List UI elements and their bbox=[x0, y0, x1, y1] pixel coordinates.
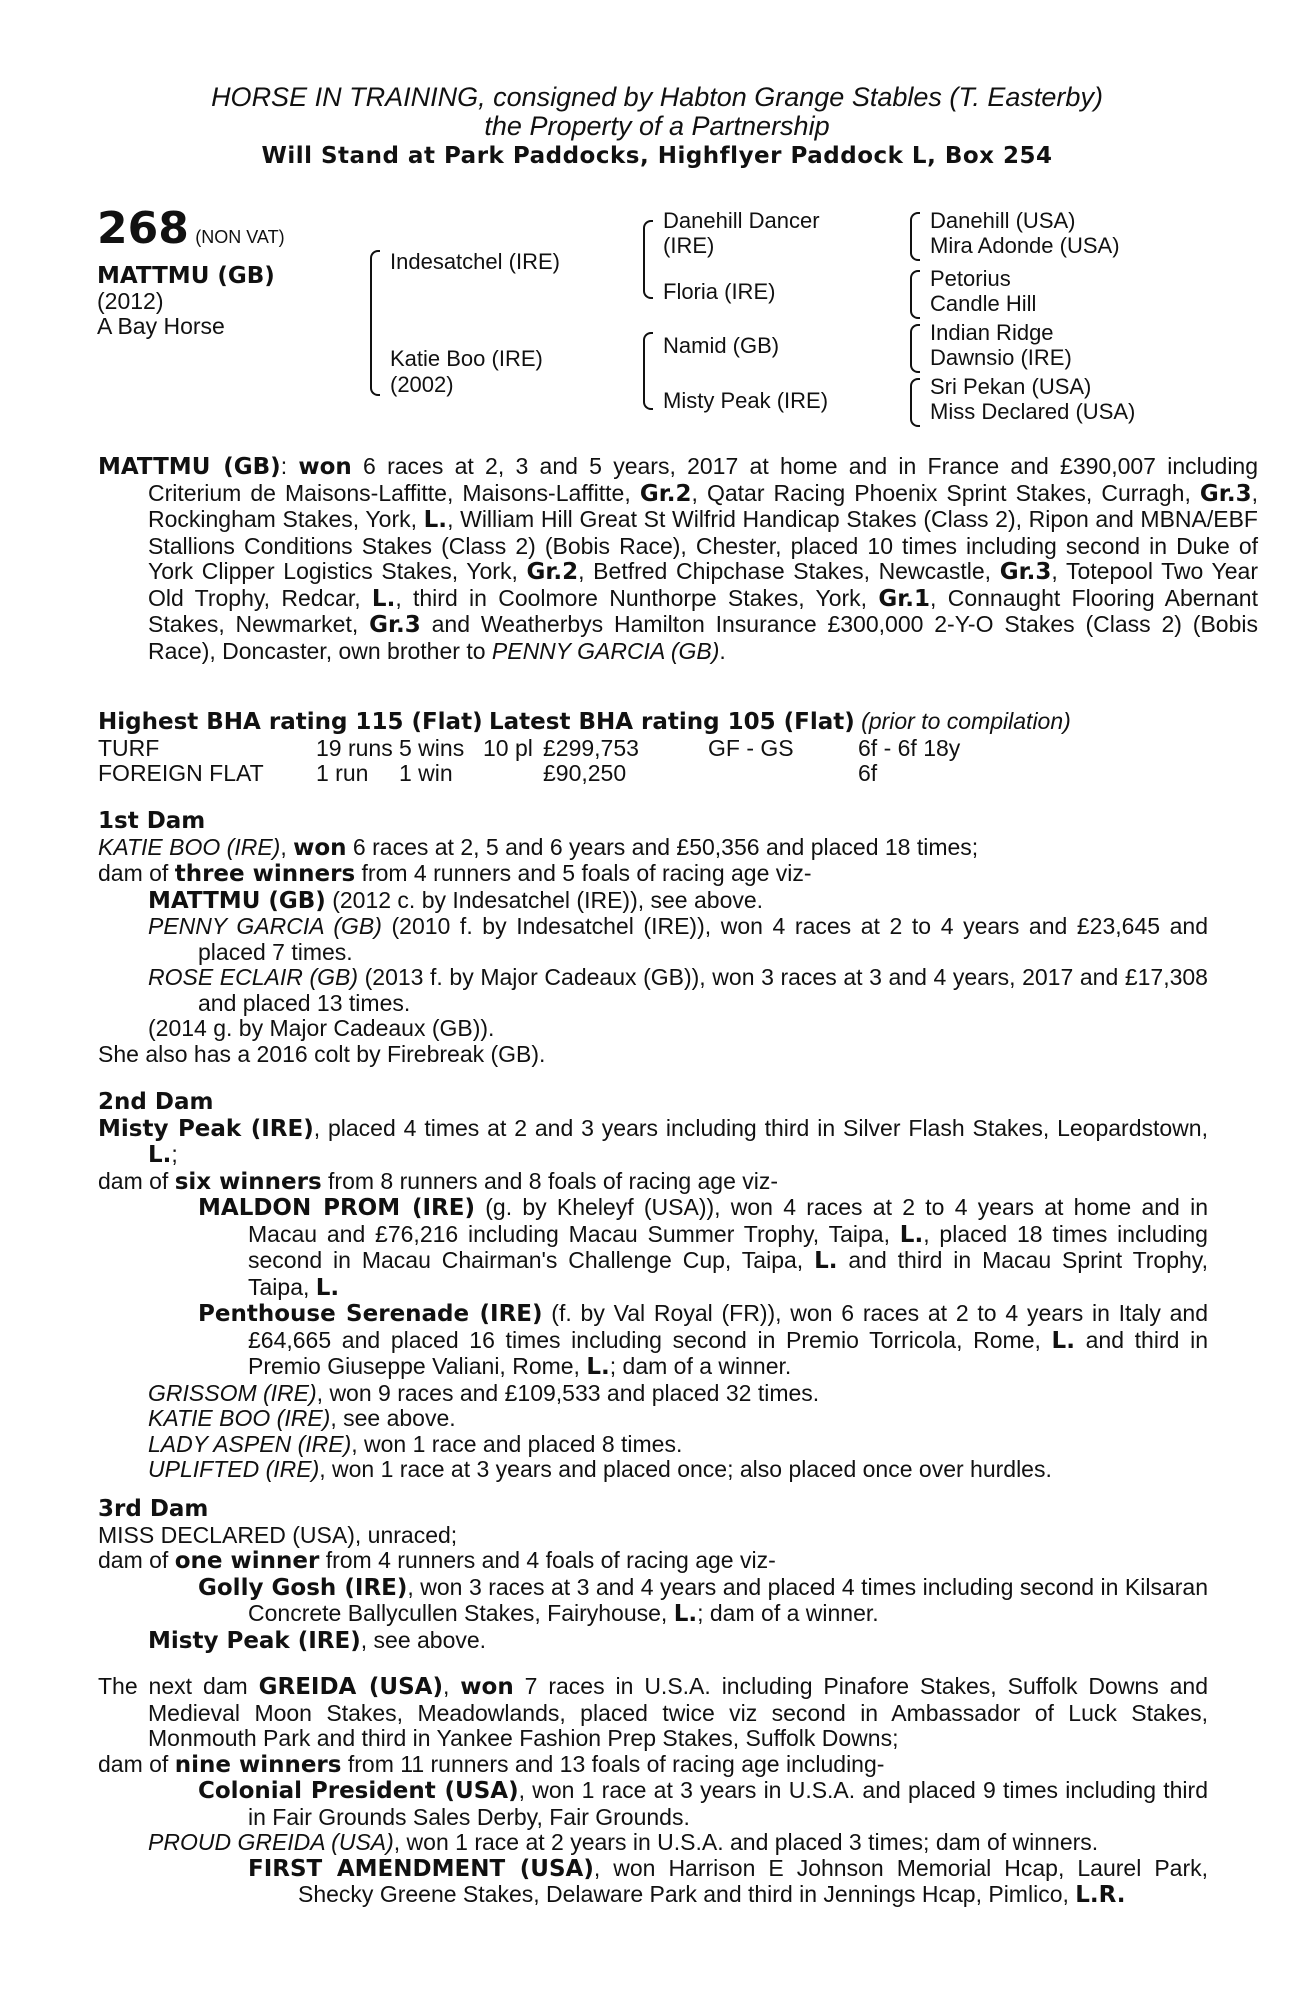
race-grade: L. bbox=[586, 1354, 610, 1380]
record-text: : bbox=[280, 453, 299, 479]
record-text: , Betfred Chipchase Stakes, Newcastle, bbox=[578, 558, 1000, 584]
winners-count: six winners bbox=[174, 1168, 322, 1195]
offspring-entry bbox=[98, 1830, 1208, 1856]
record-text: , Qatar Racing Phoenix Sprint Stakes, Curragh, bbox=[691, 479, 1200, 506]
pedigree-g6: Dawnsio (IRE) bbox=[930, 345, 1072, 370]
record-text: and Weatherbys Hamilton Insurance £300,000 2-Y-O Stakes (Class 2) (Bobis Race), Doncaster, own brother to bbox=[148, 611, 1259, 664]
race-grade: L. bbox=[371, 585, 396, 612]
horse-description: A Bay Horse bbox=[97, 313, 225, 339]
offspring-entry bbox=[98, 1301, 1208, 1381]
latest-rating: Latest BHA rating 105 (Flat) bbox=[488, 709, 855, 735]
pedigree-g7: Sri Pekan (USA) bbox=[930, 374, 1092, 399]
produce-summary bbox=[98, 1169, 1208, 1196]
record-runs: 19 runs bbox=[316, 734, 393, 761]
offspring-text: , won 1 race and placed 8 times. bbox=[351, 1430, 683, 1457]
pedigree-brace bbox=[910, 324, 920, 373]
record-text: , third in Coolmore Nunthorpe Stakes, York, bbox=[395, 584, 879, 611]
also-note: She also has a 2016 colt by Firebreak (GB). bbox=[98, 1040, 546, 1067]
offspring-text: (2010 f. by Indesatchel (IRE)), won 4 races at 2 to 4 years and £23,645 and placed 7 times. bbox=[198, 913, 1209, 965]
table-row bbox=[98, 761, 960, 786]
produce-summary bbox=[98, 1752, 1208, 1779]
offspring-name: FIRST AMENDMENT (USA) bbox=[248, 1855, 594, 1882]
race-grade: Gr.1 bbox=[878, 585, 931, 612]
rating-note: (prior to compilation) bbox=[861, 708, 1071, 734]
offspring-name: Penthouse Serenade (IRE) bbox=[198, 1301, 543, 1327]
offspring-entry: (2014 g. by Major Cadeaux (GB)). bbox=[148, 1015, 495, 1041]
offspring-text: ; dam of a winner. bbox=[609, 1353, 792, 1379]
offspring-name: Colonial President (USA) bbox=[198, 1778, 519, 1804]
race-grade: Gr.3 bbox=[1199, 480, 1252, 507]
record-text: , Connaught Flooring Abernant Stakes, Newmarket, bbox=[148, 584, 1258, 637]
dam-summary: KATIE BOO (IRE), won 6 races at 2, 5 and 6 years and £50,356 and placed 18 times; bbox=[98, 833, 979, 861]
race-record bbox=[98, 454, 1258, 664]
offspring-entry bbox=[98, 1457, 1208, 1483]
record-text: , William Hill Great St Wilfrid Handicap Stakes (Class 2), Ripon and MBNA/EBF Stallions Conditions Stakes (Class 2) (Bobis Race), Chester, placed 10 times including second in Duke of York Clipper Logistics Stakes, York, bbox=[148, 506, 1258, 584]
section-heading: 2nd Dam bbox=[98, 1089, 214, 1115]
sibling-name: PENNY GARCIA (GB) bbox=[491, 637, 720, 664]
offspring-name: PROUD GREIDA (USA) bbox=[148, 1829, 394, 1855]
dam-intro: The next dam bbox=[98, 1673, 259, 1699]
offspring-text: (f. by Val Royal (FR)), won 6 races at 2 to 4 years in Italy and £64,665 and placed 16 times including second in Premio Torricola, Rome, bbox=[248, 1300, 1208, 1353]
offspring-text: , see above. bbox=[360, 1626, 487, 1653]
pedigree-g8: Miss Declared (USA) bbox=[930, 399, 1136, 424]
offspring-entry bbox=[98, 1381, 1208, 1407]
offspring-entry bbox=[98, 965, 1208, 1016]
offspring-name: KATIE BOO (IRE) bbox=[148, 1405, 331, 1431]
winners-count: three winners bbox=[174, 861, 356, 887]
first-dam-section bbox=[98, 809, 1208, 1067]
record-text: , Totepool Two Year Old Trophy, Redcar, bbox=[148, 558, 1258, 611]
produce-text: from 8 runners and 8 foals of racing age viz- bbox=[321, 1167, 779, 1194]
next-dam-section bbox=[98, 1674, 1208, 1909]
race-grade: L. bbox=[814, 1248, 838, 1274]
race-grade: L. bbox=[1051, 1327, 1075, 1354]
record-distance: 6f - 6f 18y bbox=[858, 734, 961, 761]
pedigree-brace bbox=[643, 332, 653, 410]
consignor-line: HORSE IN TRAINING, consigned by Habton Grange Stables (T. Easterby) bbox=[211, 82, 1103, 112]
offspring-entry bbox=[98, 1575, 1208, 1628]
record-text: . bbox=[719, 637, 726, 664]
pedigree-sire-sire-country: (IRE) bbox=[663, 233, 715, 258]
pedigree-g5: Indian Ridge bbox=[930, 320, 1054, 345]
pedigree-sire-sire: Danehill Dancer bbox=[663, 208, 820, 233]
winners-count: nine winners bbox=[174, 1751, 342, 1778]
record-wins: 5 wins bbox=[399, 734, 465, 761]
produce-text: from 11 runners and 13 foals of racing age including- bbox=[341, 1750, 885, 1777]
table-row bbox=[98, 736, 960, 761]
record-category: TURF bbox=[98, 734, 160, 761]
record-won: won bbox=[298, 454, 352, 480]
offspring-entry bbox=[98, 1778, 1208, 1830]
offspring-text: (g. by Kheleyf (USA)), won 4 races at 2 to 4 years at home and in Macau and £76,216 including Macau Summer Trophy, Taipa, bbox=[248, 1194, 1209, 1247]
pedigree-brace bbox=[910, 270, 920, 319]
offspring-text: , won Harrison E Johnson Memorial Hcap, Laurel Park, Shecky Greene Stakes, Delaware Park and third in Jennings Hcap, Pimlico, bbox=[298, 1854, 1209, 1907]
offspring-entry bbox=[98, 1432, 1208, 1458]
offspring-text: , won 1 race at 3 years and placed once; also placed once over hurdles. bbox=[319, 1456, 1052, 1482]
third-dam-section bbox=[98, 1497, 1208, 1654]
record-going: GF - GS bbox=[708, 734, 794, 761]
dam-summary: The next dam GREIDA (USA), won 7 races in U.S.A. including Pinafore Stakes, Suffolk Downs and Medieval Moon Stakes, Meadowlands, placed twice viz second in Ambassador of Luck Stakes, Monmouth Park and third in Yankee Fashion Prep Stakes, Suffolk Downs; bbox=[98, 1673, 1209, 1751]
record-placed bbox=[483, 761, 543, 786]
offspring-text: , won 3 races at 3 and 4 years and placed 4 times including second in Kilsaran Concrete Ballycullen Stakes, Fairyhouse, bbox=[248, 1573, 1208, 1626]
race-grade: Gr.2 bbox=[639, 480, 692, 507]
record-text: , Rockingham Stakes, York, bbox=[148, 479, 1258, 532]
pedigree-brace bbox=[370, 250, 380, 396]
offspring-entry bbox=[98, 914, 1208, 965]
dam-of: dam of bbox=[98, 1750, 175, 1777]
dam-text: 6 races at 2, 5 and 6 years and £50,356 and placed 18 times; bbox=[346, 833, 979, 860]
pedigree-dam: Katie Boo (IRE) bbox=[390, 346, 543, 371]
dam-summary bbox=[98, 1116, 1208, 1169]
offspring-text: and third in Macau Sprint Trophy, Taipa, bbox=[248, 1247, 1208, 1300]
lot-number: 268 bbox=[97, 203, 189, 254]
offspring-text: (2013 f. by Major Cadeaux (GB)), won 3 races at 3 and 4 years, 2017 and £17,308 and placed 13 times. bbox=[198, 964, 1208, 1016]
dam-won: won bbox=[460, 1674, 514, 1700]
record-category: FOREIGN FLAT bbox=[98, 759, 264, 786]
horse-year: (2012) bbox=[97, 288, 164, 314]
record-text: 6 races at 2, 3 and 5 years, 2017 at home and in France and £390,007 including Criterium de Maisons-Laffitte, Maisons-Laffitte, bbox=[148, 453, 1259, 506]
offspring-name: LADY ASPEN (IRE) bbox=[148, 1430, 352, 1457]
record-earnings: £299,753 bbox=[543, 734, 639, 761]
offspring-entry bbox=[98, 1406, 1208, 1432]
pedigree-sire: Indesatchel (IRE) bbox=[390, 249, 560, 274]
offspring-name: GRISSOM (IRE) bbox=[148, 1379, 317, 1406]
race-grade: L. bbox=[673, 1601, 698, 1627]
winners-count: one winner bbox=[174, 1548, 320, 1574]
record-earnings: £90,250 bbox=[543, 759, 627, 786]
record-placed: 10 pl bbox=[483, 734, 533, 761]
record-runs: 1 run bbox=[316, 759, 369, 786]
record-going bbox=[708, 761, 858, 786]
section-heading: 1st Dam bbox=[98, 808, 206, 834]
pedigree-g1: Danehill (USA) bbox=[930, 208, 1076, 233]
pedigree-g3: Petorius bbox=[930, 266, 1011, 291]
record-horse-name: MATTMU (GB) bbox=[98, 454, 281, 480]
offspring-text: and third in Premio Giuseppe Valiani, Rome, bbox=[248, 1326, 1208, 1379]
race-grade: L.R. bbox=[1075, 1882, 1126, 1908]
dam-name: GREIDA (USA) bbox=[258, 1674, 443, 1700]
highest-rating: Highest BHA rating 115 (Flat) bbox=[98, 709, 483, 735]
offspring-entry bbox=[98, 1856, 1208, 1909]
dam-text: , placed 4 times at 2 and 3 years including third in Silver Flash Stakes, Leopardstown, bbox=[313, 1114, 1208, 1141]
produce-summary bbox=[98, 861, 1208, 888]
section-heading: 3rd Dam bbox=[98, 1496, 209, 1522]
race-grade: L. bbox=[148, 1142, 172, 1168]
race-grade: L. bbox=[315, 1274, 340, 1301]
offspring-text: (2012 c. by Indesatchel (IRE)), see above. bbox=[325, 886, 764, 913]
pedigree-dam-year: (2002) bbox=[390, 372, 454, 397]
pedigree-brace bbox=[910, 212, 920, 261]
offspring-name: PENNY GARCIA (GB) bbox=[148, 913, 382, 939]
dam-of: dam of bbox=[98, 860, 175, 886]
second-dam-section bbox=[98, 1090, 1208, 1483]
dam-text: ; bbox=[171, 1141, 178, 1167]
pedigree-dam-dam: Misty Peak (IRE) bbox=[663, 388, 829, 413]
record-distance: 6f bbox=[858, 759, 878, 786]
pedigree-brace bbox=[910, 378, 920, 427]
race-grade: Gr.3 bbox=[999, 559, 1052, 585]
offspring-text: , won 9 races and £109,533 and placed 32 times. bbox=[316, 1379, 820, 1406]
offspring-name: UPLIFTED (IRE) bbox=[148, 1456, 320, 1482]
pedigree-g2: Mira Adonde (USA) bbox=[930, 233, 1120, 258]
produce-text: from 4 runners and 5 foals of racing age viz- bbox=[355, 860, 812, 886]
offspring-text: , placed 18 times including second in Macau Chairman's Challenge Cup, Taipa, bbox=[248, 1220, 1208, 1273]
offspring-name: MALDON PROM (IRE) bbox=[198, 1195, 475, 1221]
racing-record-table bbox=[98, 736, 960, 786]
dam-won: won bbox=[293, 834, 347, 861]
offspring-name: ROSE ECLAIR (GB) bbox=[148, 964, 359, 990]
lot-info bbox=[97, 203, 285, 339]
dam-name: KATIE BOO (IRE) bbox=[98, 833, 281, 860]
dam-name: Misty Peak (IRE) bbox=[98, 1115, 314, 1142]
page-header bbox=[0, 83, 1314, 171]
property-line: the Property of a Partnership bbox=[484, 111, 830, 141]
offspring-text: , won 1 race at 2 years in U.S.A. and placed 3 times; dam of winners. bbox=[393, 1829, 1099, 1855]
offspring-text: , won 1 race at 3 years in U.S.A. and placed 9 times including third in Fair Grounds Sales Derby, Fair Grounds. bbox=[248, 1777, 1208, 1830]
pedigree-dam-sire: Namid (GB) bbox=[663, 333, 780, 358]
offspring-name: Misty Peak (IRE) bbox=[148, 1627, 361, 1654]
race-grade: L. bbox=[423, 507, 448, 533]
race-grade: Gr.2 bbox=[526, 559, 579, 585]
pedigree-brace bbox=[643, 220, 653, 299]
pedigree-g4: Candle Hill bbox=[930, 291, 1037, 316]
vat-status: (NON VAT) bbox=[195, 227, 285, 247]
offspring-name: Golly Gosh (IRE) bbox=[198, 1574, 408, 1601]
offspring-entry bbox=[98, 1628, 1208, 1655]
offspring-entry bbox=[98, 1195, 1208, 1301]
dam-of: dam of bbox=[98, 1547, 175, 1573]
race-grade: Gr.3 bbox=[369, 612, 421, 638]
dam-of: dam of bbox=[98, 1167, 175, 1194]
horse-name: MATTMU (GB) bbox=[97, 263, 275, 289]
offspring-name: MATTMU (GB) bbox=[148, 887, 326, 914]
offspring-text: ; dam of a winner. bbox=[697, 1600, 879, 1626]
record-wins: 1 win bbox=[399, 759, 453, 786]
dam-text: 7 races in U.S.A. including Pinafore Stakes, Suffolk Downs and Medieval Moon Stakes, Meadowlands, placed twice viz second in Ambassador of Luck Stakes, Monmouth Park and third in Yankee Fashion Prep Stakes, Suffolk Downs; bbox=[148, 1673, 1209, 1751]
dam-summary: MISS DECLARED (USA), unraced; bbox=[98, 1521, 458, 1548]
offspring-text: , see above. bbox=[330, 1405, 456, 1431]
offspring-entry bbox=[98, 888, 1208, 915]
pedigree-sire-dam: Floria (IRE) bbox=[663, 279, 776, 304]
location-line: Will Stand at Park Paddocks, Highflyer Paddock L, Box 254 bbox=[261, 143, 1053, 169]
produce-text: from 4 runners and 4 foals of racing age viz- bbox=[319, 1547, 776, 1573]
race-grade: L. bbox=[899, 1221, 924, 1248]
produce-summary bbox=[98, 1548, 1208, 1575]
rating-section bbox=[98, 709, 1208, 786]
